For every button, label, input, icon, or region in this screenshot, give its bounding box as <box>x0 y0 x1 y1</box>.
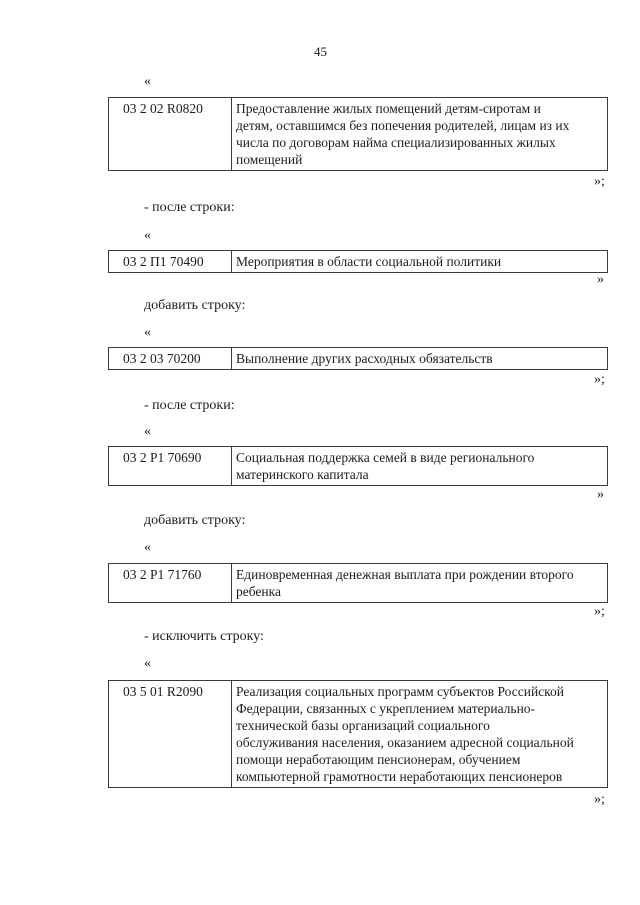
description-line: компьютерной грамотности неработающих пенсионеров <box>236 769 563 784</box>
budget-description <box>232 681 608 788</box>
budget-description <box>232 98 608 171</box>
description-line: ребенка <box>236 584 281 599</box>
instruction-text: добавить строку: <box>144 513 246 528</box>
close-quote: » <box>597 272 604 287</box>
page-number: 45 <box>314 44 327 59</box>
description-line: материнского капитала <box>236 467 369 482</box>
budget-code: 03 2 P1 70690 <box>109 447 232 486</box>
close-quote: »; <box>594 174 605 189</box>
description-line: Единовременная денежная выплата при рождении второго <box>236 567 574 582</box>
budget-code: 03 5 01 R2090 <box>109 681 232 788</box>
instruction-text: - после строки: <box>144 398 235 413</box>
budget-row-table <box>108 347 608 370</box>
budget-description <box>232 348 608 370</box>
budget-row-table <box>108 446 608 486</box>
description-line: Социальная поддержка семей в виде регионального <box>236 450 535 465</box>
description-line: обслуживания населения, оказанием адресной социальной <box>236 735 574 750</box>
description-line: Федерации, связанных с укреплением материально- <box>236 701 536 716</box>
description-line: числа по договорам найма специализированных жилых <box>236 135 556 150</box>
budget-row-table <box>108 563 608 603</box>
budget-row-table <box>108 250 608 273</box>
open-quote: « <box>144 228 151 243</box>
instruction-text: - исключить строку: <box>144 629 264 644</box>
instruction-text: добавить строку: <box>144 298 246 313</box>
description-line: Мероприятия в области социальной политики <box>236 254 502 269</box>
close-quote: » <box>597 487 604 502</box>
description-line: Реализация социальных программ субъектов Российской <box>236 684 565 699</box>
open-quote: « <box>144 325 151 340</box>
description-line: помещений <box>236 152 303 167</box>
budget-description <box>232 447 608 486</box>
instruction-text: - после строки: <box>144 200 235 215</box>
description-line: Предоставление жилых помещений детям-сиротам и <box>236 101 541 116</box>
close-quote: »; <box>594 792 605 807</box>
budget-code: 03 2 П1 70490 <box>109 251 232 273</box>
budget-description <box>232 564 608 603</box>
description-line: детям, оставшимся без попечения родителей, лицам из их <box>236 118 570 133</box>
close-quote: »; <box>594 604 605 619</box>
budget-code: 03 2 P1 71760 <box>109 564 232 603</box>
open-quote: « <box>144 540 151 555</box>
description-line: технической базы организаций социального <box>236 718 490 733</box>
budget-row-table <box>108 680 608 788</box>
description-line: Выполнение других расходных обязательств <box>236 351 493 366</box>
open-quote: « <box>144 74 151 89</box>
budget-description <box>232 251 608 273</box>
budget-code: 03 2 03 70200 <box>109 348 232 370</box>
budget-row-table <box>108 97 608 171</box>
close-quote: »; <box>594 372 605 387</box>
budget-code: 03 2 02 R0820 <box>109 98 232 171</box>
open-quote: « <box>144 656 151 671</box>
description-line: помощи неработающим пенсионерам, обучением <box>236 752 521 767</box>
open-quote: « <box>144 424 151 439</box>
